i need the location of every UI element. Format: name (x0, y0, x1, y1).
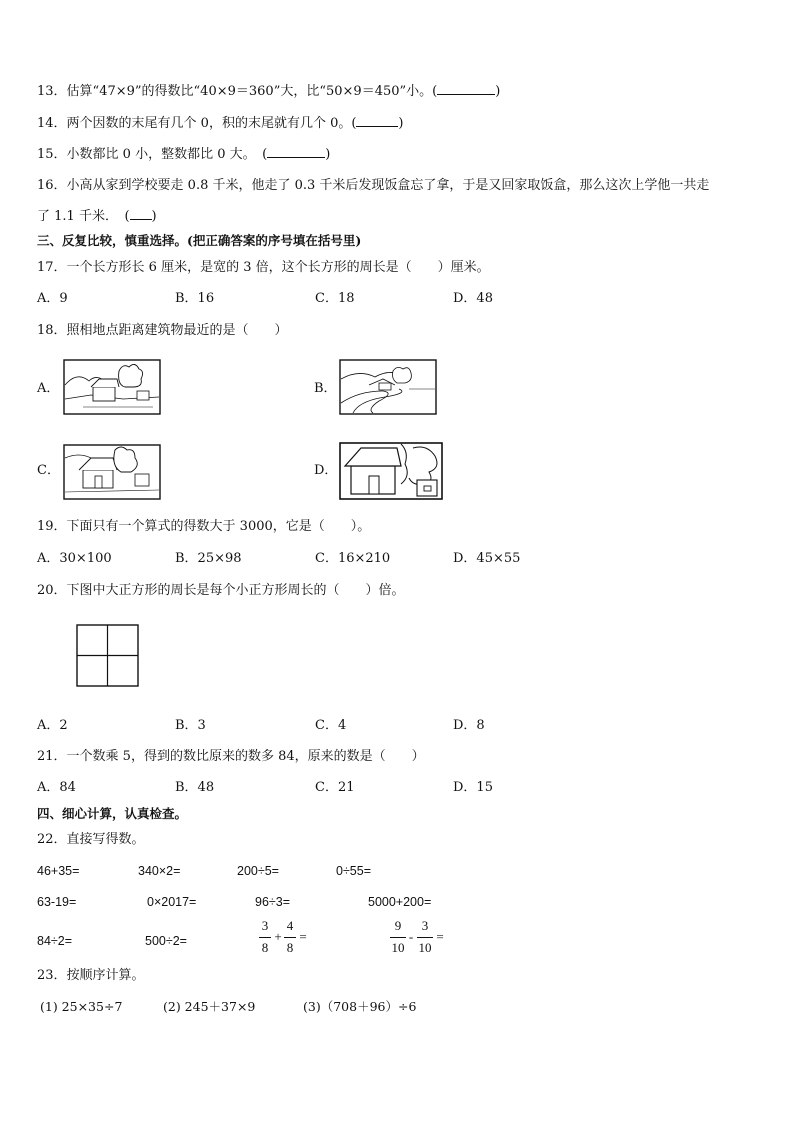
q21-option-a[interactable]: A．84 (37, 780, 76, 795)
fraction-3-numerator: 3 (421, 918, 429, 933)
answer-blank-16[interactable] (130, 207, 152, 220)
question-23: 23．按顺序计算。 (37, 968, 145, 983)
q19-option-a[interactable]: A．30×100 (37, 551, 112, 566)
question-14-text: 14．两个因数的末尾有几个 0，积的末尾就有几个 0。( (37, 116, 357, 131)
q20-option-b[interactable]: B．3 (175, 718, 206, 733)
calc-84-div-2: 84÷2= (37, 934, 73, 948)
section-3-heading: 三、反复比较，慎重选择。(把正确答案的序号填在括号里) (37, 233, 362, 248)
q19-option-b[interactable]: B．25×98 (175, 551, 242, 566)
question-15-text: 15．小数都比 0 小，整数都比 0 大。 ( (37, 147, 268, 162)
q18-option-c-label[interactable]: C． (37, 463, 60, 478)
q21-option-d[interactable]: D．15 (453, 780, 493, 795)
calc-340-times-2: 340×2= (138, 864, 181, 878)
fraction-3-numerator: 3 (261, 918, 269, 933)
q20-option-a[interactable]: A．2 (37, 718, 68, 733)
q21-option-b[interactable]: B．48 (175, 780, 215, 795)
q18-picture-c (63, 444, 161, 500)
q19-option-d[interactable]: D．45×55 (453, 551, 521, 566)
q23-item-2: (2) 245＋37×9 (163, 999, 256, 1014)
fraction-bar (284, 937, 296, 938)
calc-63-minus-19: 63-19= (37, 895, 77, 909)
fraction-4-denominator: 8 (286, 940, 294, 955)
question-19: 19．下面只有一个算式的得数大于 3000，它是（ ）。 (37, 519, 371, 534)
question-15: 15．小数都比 0 小，整数都比 0 大。 ( ) (37, 147, 331, 162)
q18-picture-d (339, 442, 443, 500)
q23-item-1: (1) 25×35÷7 (40, 999, 123, 1014)
q20-option-d[interactable]: D．8 (453, 718, 485, 733)
fraction-9-numerator: 9 (394, 918, 402, 933)
answer-blank-15[interactable] (267, 145, 325, 158)
question-13: 13．估算“47×9”的得数比“40×9＝360”大，比“50×9＝450”小。( ) (37, 84, 501, 99)
fraction-10-denominator: 10 (391, 940, 405, 955)
calc-96-div-3: 96÷3= (255, 895, 291, 909)
q17-option-a[interactable]: A．9 (37, 291, 68, 306)
answer-blank-13[interactable] (437, 82, 495, 95)
fraction-sum-expression (256, 918, 316, 962)
calc-46-plus-35: 46+35= (37, 864, 80, 878)
fraction-bar (259, 937, 271, 938)
fraction-difference-expression (388, 918, 458, 962)
equals-sign: = (436, 929, 444, 944)
q19-option-c[interactable]: C．16×210 (315, 551, 391, 566)
fraction-10-denominator: 10 (418, 940, 432, 955)
question-16-line2: 了 1.1 千米． ( ) (37, 209, 157, 224)
question-20: 20．下图中大正方形的周长是每个小正方形周长的（ ）倍。 (37, 583, 405, 598)
calc-5000-plus-200: 5000+200= (368, 895, 432, 909)
fraction-4-numerator: 4 (286, 918, 294, 933)
plus-sign: + (274, 929, 282, 944)
answer-blank-14[interactable] (356, 114, 398, 127)
q20-option-c[interactable]: C．4 (315, 718, 347, 733)
q17-option-b[interactable]: B．16 (175, 291, 215, 306)
q17-option-c[interactable]: C．18 (315, 291, 355, 306)
equals-sign: = (299, 929, 307, 944)
question-17: 17．一个长方形长 6 厘米，是宽的 3 倍，这个长方形的周长是（ ）厘米。 (37, 260, 490, 275)
q17-option-d[interactable]: D．48 (453, 291, 493, 306)
q21-option-c[interactable]: C．21 (315, 780, 355, 795)
section-4-heading: 四、细心计算，认真检查。 (37, 806, 188, 821)
calc-500-div-2: 500÷2= (145, 934, 187, 948)
square-grid-figure (76, 624, 139, 687)
q18-option-b-label[interactable]: B． (314, 381, 337, 396)
calc-0-times-2017: 0×2017= (147, 895, 197, 909)
question-14: 14．两个因数的末尾有几个 0，积的末尾就有几个 0。( ) (37, 116, 404, 131)
question-13-text: 13．估算“47×9”的得数比“40×9＝360”大，比“50×9＝450”小。( (37, 84, 438, 99)
fraction-bar (390, 937, 406, 938)
q23-item-3: (3)（708＋96）÷6 (303, 999, 417, 1014)
question-18: 18．照相地点距离建筑物最近的是（ ） (37, 323, 288, 338)
fraction-3-denominator: 8 (261, 940, 269, 955)
calc-0-div-55: 0÷55= (336, 864, 372, 878)
question-16-text: 16．小高从家到学校要走 0.8 千米，他走了 0.3 千米后发现饭盒忘了拿，于是又回家取饭盒，那么这次上学他一共走 (37, 178, 710, 193)
minus-sign: - (408, 929, 414, 944)
q18-option-d-label[interactable]: D． (314, 463, 338, 478)
question-21: 21．一个数乘 5，得到的数比原来的数多 84，原来的数是（ ） (37, 749, 425, 764)
q18-option-a-label[interactable]: A． (37, 381, 60, 396)
fraction-bar (417, 937, 433, 938)
question-16-line1 (37, 177, 709, 195)
q18-picture-a (63, 359, 161, 415)
q18-picture-b (339, 359, 437, 415)
question-22: 22．直接写得数。 (37, 832, 145, 847)
calc-200-div-5: 200÷5= (237, 864, 279, 878)
